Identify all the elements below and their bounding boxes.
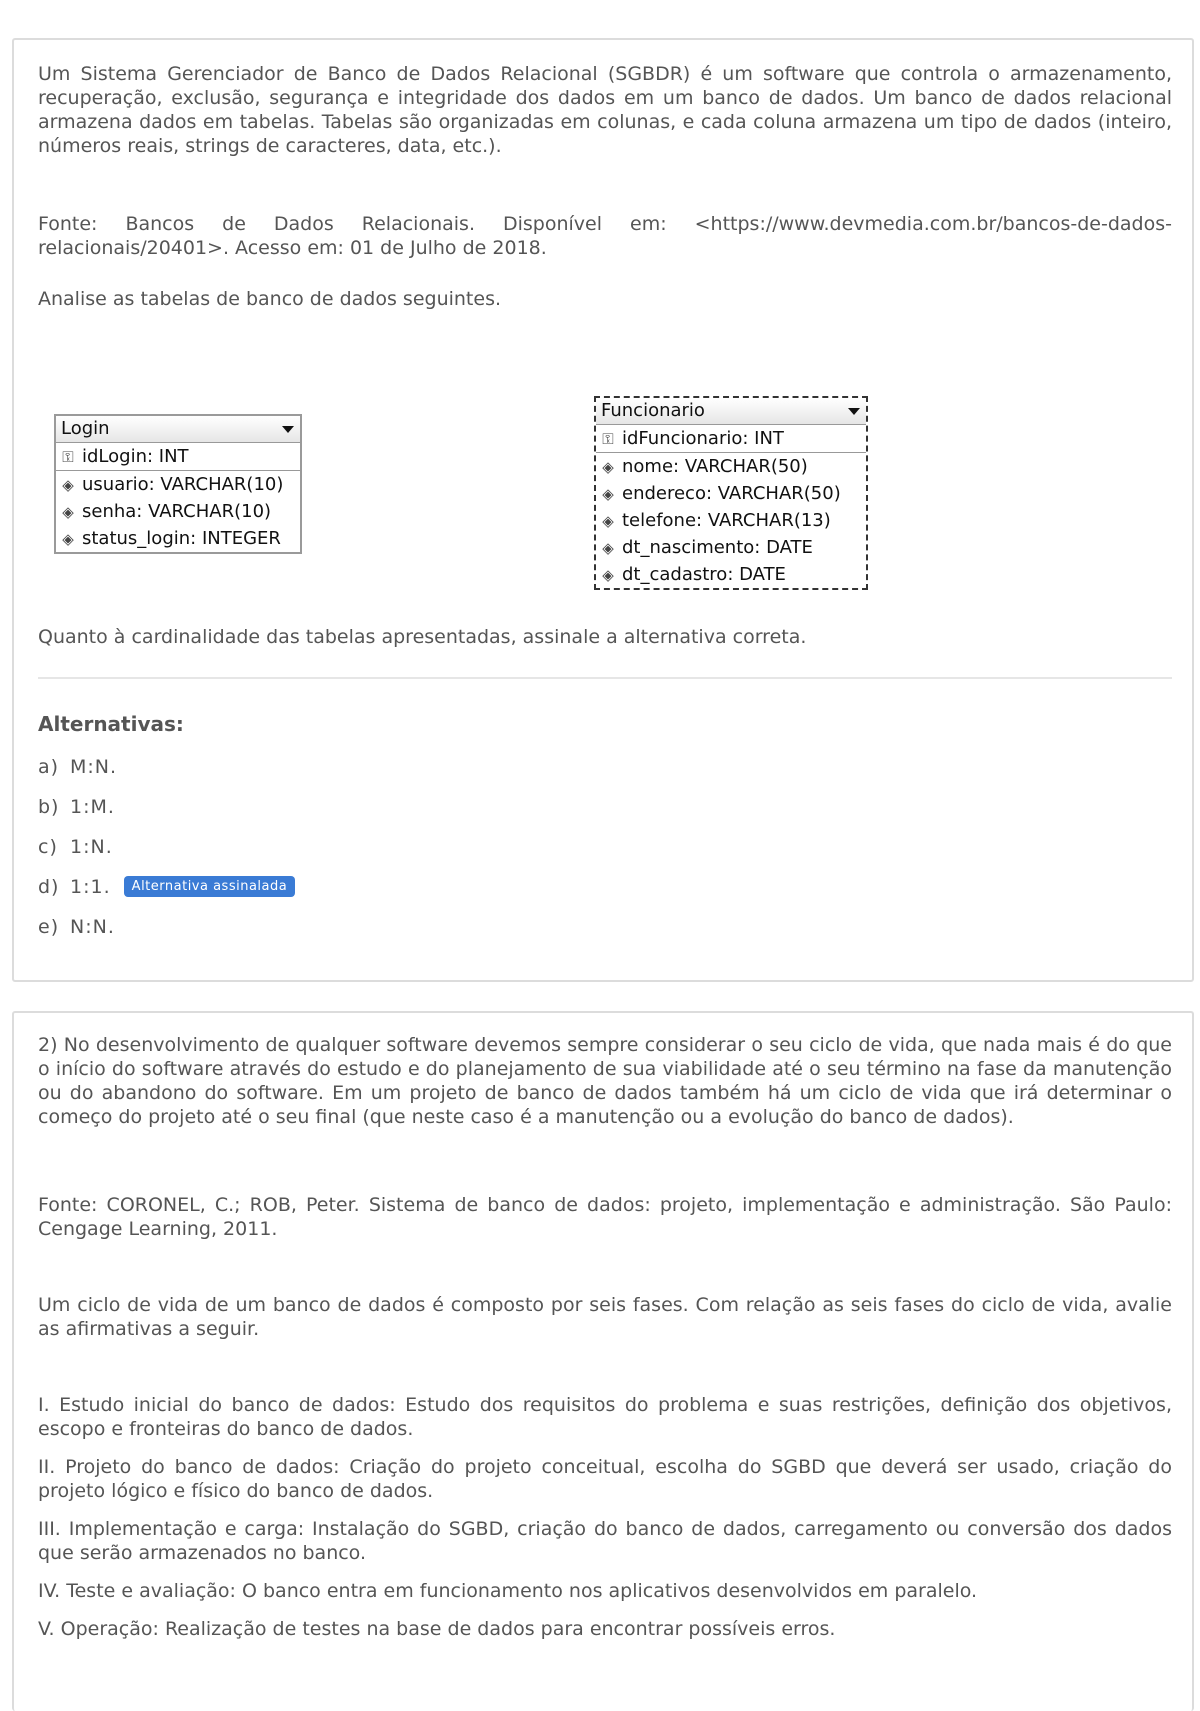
funcionario-table-header [596, 398, 866, 425]
login-field: status_login: INTEGER [82, 528, 281, 549]
statement-3: III. Implementação e carga: Instalação do SGBD, criação do banco de dados, carregamento ou conversão dos dados que serão armazenados no banco. [38, 1518, 1172, 1564]
login-pk-field: idLogin: INT [82, 446, 189, 467]
question-2-source: Fonte: CORONEL, C.; ROB, Peter. Sistema de banco de dados: projeto, implementação e administração. São Paulo: Cengage Learning, 2011. [38, 1194, 1172, 1240]
login-table-header [56, 416, 300, 443]
alternative-c[interactable] [38, 836, 113, 858]
alternative-text: N:N. [70, 916, 115, 938]
funcionario-table [594, 396, 868, 590]
login-pk-row [56, 443, 300, 471]
login-field: usuario: VARCHAR(10) [82, 474, 284, 495]
alternative-text: M:N. [70, 756, 118, 778]
statement-2: II. Projeto do banco de dados: Criação do projeto conceitual, escolha do SGBD que deverá ser usado, criação do projeto lógico e físico do banco de dados. [38, 1456, 1172, 1502]
login-field-row [56, 525, 300, 552]
column-diamond-icon: ◈ [602, 512, 614, 530]
funcionario-field: nome: VARCHAR(50) [622, 456, 808, 477]
alternative-letter: d) [38, 876, 60, 898]
question-2-context: Um ciclo de vida de um banco de dados é composto por seis fases. Com relação as seis fases do ciclo de vida, avalie as afirmativas a seguir. [38, 1294, 1172, 1340]
question-2-intro: 2) No desenvolvimento de qualquer software devemos sempre considerar o seu ciclo de vida, que nada mais é do que o início do software através do estudo e do planejamento de sua viabilidade até o seu término na fase da manutenção ou do abandono do software. Em um projeto de banco de dados também há um ciclo de vida que irá determinar o começo do projeto até o seu final (que neste caso é a manutenção ou a evolução do banco de dados). [38, 1034, 1172, 1128]
login-table [54, 414, 302, 554]
statement-3-block [38, 1517, 1172, 1565]
statement-1: I. Estudo inicial do banco de dados: Estudo dos requisitos do problema e suas restrições, definição dos objetivos, escopo e fronteiras do banco de dados. [38, 1394, 1172, 1440]
funcionario-field-row [596, 561, 866, 588]
funcionario-pk-field: idFuncionario: INT [622, 428, 784, 449]
question-1-source-block [38, 212, 1172, 260]
alternative-letter: e) [38, 916, 60, 938]
question-1-source: Fonte: Bancos de Dados Relacionais. Disponível em: <https://www.devmedia.com.br/bancos-de-dados-relacionais/20401>. Acesso em: 01 de Julho de 2018. [38, 213, 1172, 259]
statement-4: IV. Teste e avaliação: O banco entra em funcionamento nos aplicativos desenvolvidos em paralelo. [38, 1580, 978, 1602]
selected-alternative-badge: Alternativa assinalada [124, 876, 296, 897]
question-2-context-block [38, 1293, 1172, 1341]
funcionario-field: endereco: VARCHAR(50) [622, 483, 841, 504]
question-card-2 [12, 1011, 1194, 1711]
funcionario-field-row [596, 453, 866, 480]
alternative-letter: c) [38, 836, 58, 858]
column-diamond-icon: ◈ [602, 566, 614, 584]
statement-5: V. Operação: Realização de testes na base de dados para encontrar possíveis erros. [38, 1618, 836, 1640]
alternative-a[interactable] [38, 756, 117, 778]
funcionario-field-row [596, 534, 866, 561]
divider [38, 677, 1172, 679]
statement-5-block [38, 1617, 1172, 1641]
funcionario-field: dt_nascimento: DATE [622, 537, 813, 558]
primary-key-icon: ⚿ [602, 430, 614, 448]
alternatives-title: Alternativas: [38, 712, 184, 736]
question-1-intro: Um Sistema Gerenciador de Banco de Dados Relacional (SGBDR) é um software que controla o armazenamento, recuperação, exclusão, segurança e integridade dos dados em um banco de dados. Um banco de dados relacional armazena dados em tabelas. Tabelas são organizadas em colunas, e cada coluna armazena um tipo de dados (inteiro, números reais, strings de caracteres, data, etc.). [38, 63, 1172, 157]
question-2-source-block [38, 1193, 1172, 1241]
question-1-prompt-block [38, 625, 1172, 649]
question-2-intro-block [38, 1033, 1172, 1129]
statement-4-block [38, 1579, 1172, 1603]
alternative-d[interactable] [38, 876, 295, 898]
dropdown-arrow-icon [848, 408, 860, 415]
funcionario-field-row [596, 507, 866, 534]
login-field: senha: VARCHAR(10) [82, 501, 272, 522]
alternative-b[interactable] [38, 796, 115, 818]
column-diamond-icon: ◈ [602, 458, 614, 476]
login-table-name: Login [61, 418, 110, 439]
alternative-text: 1:M. [70, 796, 115, 818]
alternative-text: 1:1. [70, 876, 111, 898]
question-card-1 [12, 38, 1194, 982]
column-diamond-icon: ◈ [602, 485, 614, 503]
funcionario-field: dt_cadastro: DATE [622, 564, 786, 585]
question-1-intro-block [38, 62, 1172, 158]
alternative-letter: b) [38, 796, 60, 818]
statement-1-block [38, 1393, 1172, 1441]
login-field-row [56, 498, 300, 525]
funcionario-field: telefone: VARCHAR(13) [622, 510, 831, 531]
column-diamond-icon: ◈ [62, 530, 74, 548]
dropdown-arrow-icon [282, 426, 294, 433]
column-diamond-icon: ◈ [62, 476, 74, 494]
question-1-instruction-block [38, 287, 1172, 311]
question-1-instruction: Analise as tabelas de banco de dados seguintes. [38, 288, 502, 310]
primary-key-icon: ⚿ [62, 448, 74, 466]
alternative-text: 1:N. [70, 836, 113, 858]
alternative-e[interactable] [38, 916, 115, 938]
statement-2-block [38, 1455, 1172, 1503]
funcionario-field-row [596, 480, 866, 507]
column-diamond-icon: ◈ [62, 503, 74, 521]
alternative-letter: a) [38, 756, 60, 778]
funcionario-pk-row [596, 425, 866, 453]
funcionario-table-name: Funcionario [601, 400, 705, 421]
question-1-prompt: Quanto à cardinalidade das tabelas apresentadas, assinale a alternativa correta. [38, 626, 807, 648]
column-diamond-icon: ◈ [602, 539, 614, 557]
login-field-row [56, 471, 300, 498]
